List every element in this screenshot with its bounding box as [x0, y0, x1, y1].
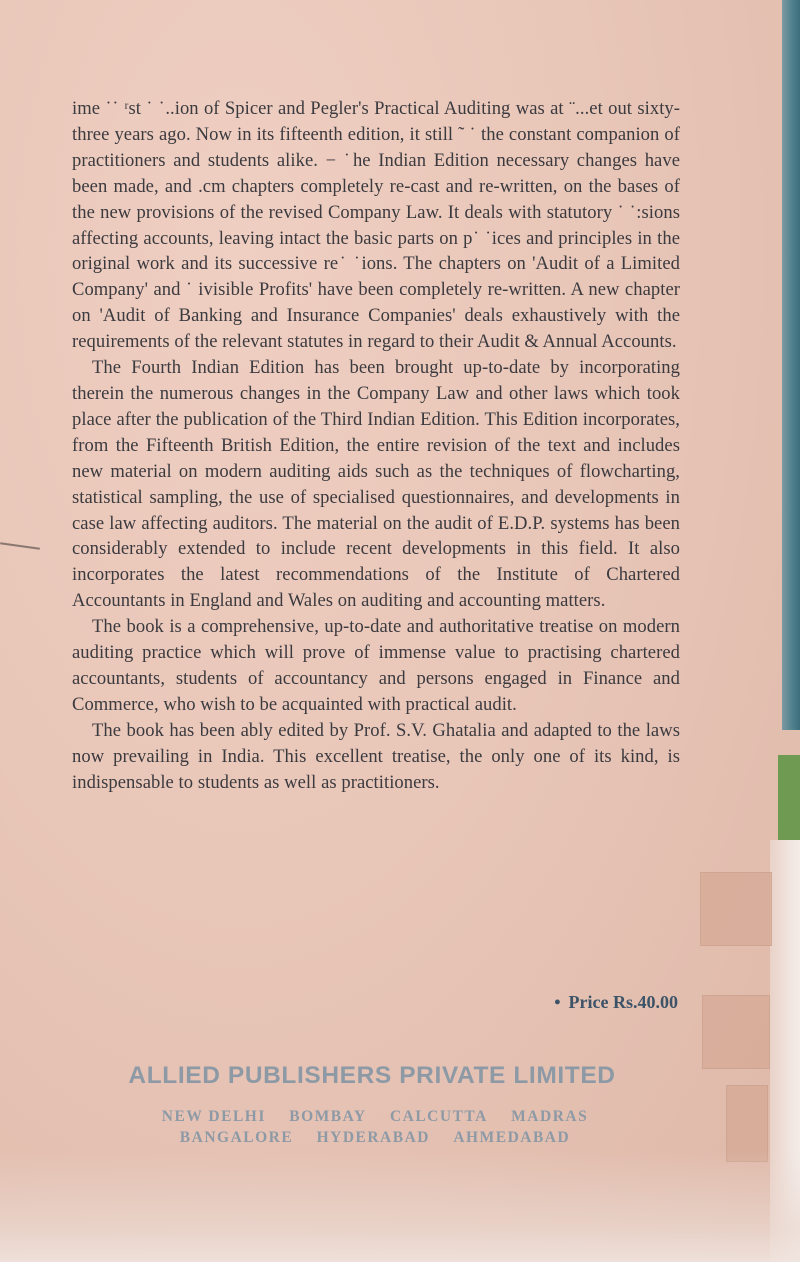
worn-bottom: [0, 1152, 800, 1262]
tape-patch: [726, 1085, 768, 1162]
city: AHMEDABAD: [453, 1129, 571, 1146]
publisher-cities-row-2: [140, 1129, 610, 1147]
publisher-name: ALLIED PUBLISHERS PRIVATE LIMITED: [128, 1062, 616, 1089]
blurb-paragraph-2: The Fourth Indian Edition has been brought up-to-date by incorporating therein the numerous changes in the Company Law and other laws which took place after the publication of the Third Indian Edition. This Edition incorporates, from the Fifteenth British Edition, the entire revision of the text and includes new material on modern auditing aids such as the techniques of flowcharting, statistical sampling, the use of specialised questionnaires, and developments in case law affecting auditors. The material on the audit of E.D.P. systems has been considerably extended to include recent developments in this field. It also incorporates the latest recommendations of the Institute of Chartered Accountants in England and Wales on auditing and accounting matters.: [72, 357, 680, 612]
bullet-icon: •: [554, 992, 561, 1012]
publisher-cities-row-1: [140, 1108, 610, 1126]
paper-crease: [0, 542, 40, 550]
tape-patch: [700, 872, 772, 946]
city: BOMBAY: [289, 1108, 367, 1125]
city: NEW DELHI: [161, 1108, 266, 1125]
price-label: [554, 992, 678, 1013]
tape-patch: [702, 995, 770, 1069]
blurb-paragraph-3: The book is a comprehensive, up-to-date and authoritative treatise on modern auditing practice which will prove of immense value to practising chartered accountants, students of accountancy and persons engaged in Finance and Commerce, who wish to be acquainted with practical audit.: [72, 616, 680, 715]
price-text: Price Rs.40.00: [568, 992, 678, 1012]
blurb-paragraph-4: The book has been ably edited by Prof. S.V. Ghatalia and adapted to the laws now prevailing in India. This excellent treatise, the only one of its kind, is indispensable to students as well as practitioners.: [72, 719, 680, 793]
city: BANGALORE: [179, 1129, 294, 1146]
city: MADRAS: [511, 1108, 589, 1125]
worn-edge-green: [778, 755, 800, 840]
blurb-paragraph-1: i​me ˙˙ ʳst ˙ ˙..ion of Spicer and Pegler's Practical Auditing was at ¨...et out sixty-three years ago. Now in its fifteenth edition, it still ˜ ˙ the constant companion of practitioners and students alike. − ˙he Indian Edition necessary changes have been made, and .cm chapters completely re-cast and re-written, on the bases of the new provisions of the revised Company Law. It deals with statutory ˙ ˙:sions affecting accounts, leaving intact the basic parts on p˙ ˙ices and principles in the original work and its successive re˙ ˙ions. The chapters on 'Audit of a Limited Company' and ˙ ivisible Profits' have been completely re-written. A new chapter on 'Audit of Banking and Insurance Companies' deals exhaustively with the requirements of the relevant statutes in regard to their Audit & Annual Accounts.: [72, 98, 680, 353]
city: HYDERABAD: [316, 1129, 430, 1146]
worn-edge-blue: [782, 0, 800, 730]
city: CALCUTTA: [389, 1108, 488, 1125]
blurb-text: [72, 96, 680, 795]
